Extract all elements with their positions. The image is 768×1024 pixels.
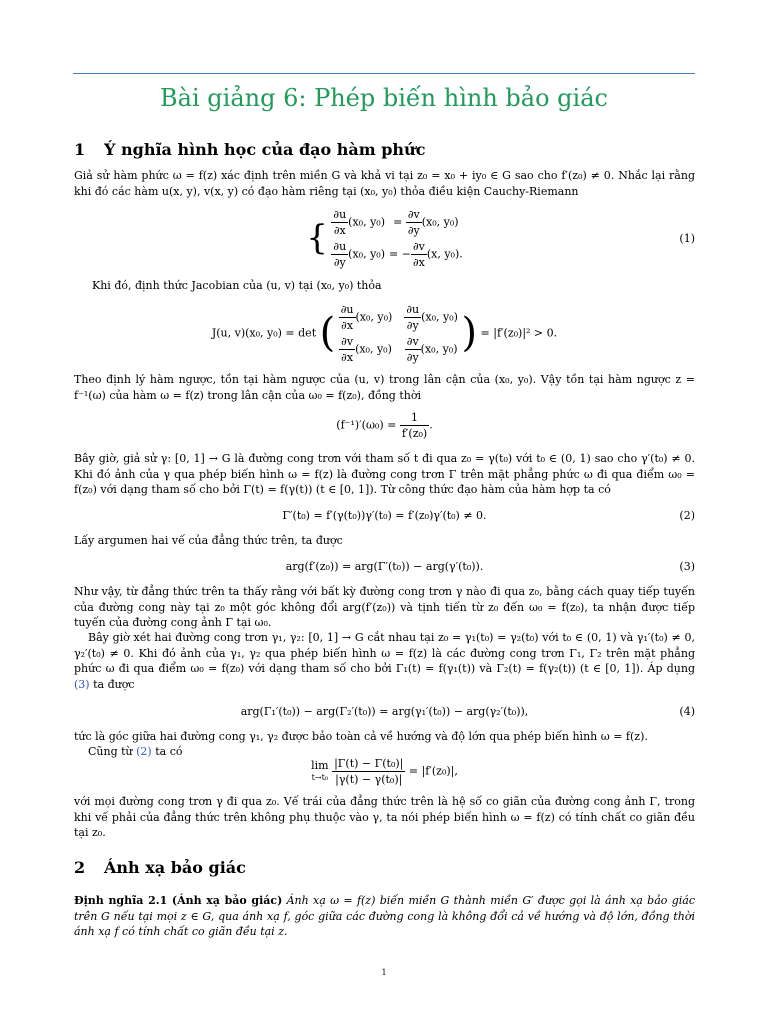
paragraph-two-curves: Bây giờ xét hai đường cong trơn γ₁, γ₂: [0, 1] → G cắt nhau tại z₀ = γ₁(t₀) = γ₂(t₀) với t₀ ∈ (0, 1) và γ₁′(t₀) ≠ 0, γ₂′(t₀) ≠ 0. Khi đó ảnh của γ₁, γ₂ qua phép biến hình ω = f(z) là các đường cong trơn Γ₁, Γ₂ trên mặt phẳng phức ω đi qua điểm ω₀ = f(z₀) với dạng tham số cho bởi Γ₁(t) = f(γ₁(t)) và Γ₂(t) = f(γ₂(t)) (t ∈ [0, 1]). Áp dụng (3) ta được [74,631,695,691]
section-heading-1 [74,140,425,159]
equation-number: (1) [679,232,695,245]
section-title: Ý nghĩa hình học của đạo hàm phức [104,140,426,159]
equation-jacobian: J(u, v)(x₀, y₀) = det ( $\frac{\partial u}{\partial x}$ (x₀, y₀) $\frac{\partial u}{\partial y}$ (x₀, y₀) $\frac{\partial v}{\partial x}$ (x₀, y₀) $\frac{\partial v}{\partial y}$ (x₀, y₀) ) = |f′(z₀)|² > 0. [211,303,558,364]
section-number: 2 [74,858,86,877]
definition-heading: Định nghĩa 2.1 (Ánh xạ bảo giác) [74,894,283,907]
equation-number: (3) [679,560,695,573]
definition-2-1 [74,893,695,940]
section-title: Ánh xạ bảo giác [104,858,246,877]
paragraph-stretch: với mọi đường cong trơn γ đi qua z₀. Vế trái của đẳng thức trên là hệ số co giãn của đường cong ảnh Γ, trong khi vế phải của đẳng thức trên không phụ thuộc vào γ, ta nói phép biến hình ω = f(z) có tính chất co giãn đều tại z₀. [74,795,695,839]
equation-1 [74,207,695,269]
section-number: 1 [74,140,86,159]
left-brace: { [306,218,328,258]
equation-limit: lim t→t₀ $\frac{\text{|Γ(t) − Γ(t₀)|}}{\text{|γ(t) − γ(t₀)|}}$ = |f′(z₀)|, [311,757,458,786]
paragraph-curve: Bây giờ, giả sử γ: [0, 1] → G là đường cong trơn với tham số t đi qua z₀ = γ(t₀) với t₀ ∈ (0, 1) sao cho γ′(t₀) ≠ 0. Khi đó ảnh của γ qua phép biến hình ω = f(z) là đường cong trơn Γ trên mặt phẳng phức ω đi qua điểm ω₀ = f(z₀) với dạng tham số cho bởi Γ(t) = f(γ(t)) (t ∈ [0, 1]). Từ công thức đạo hàm của hàm hợp ta có [74,452,695,496]
paragraph-angle-preserved: tức là góc giữa hai đường cong γ₁, γ₂ được bảo toàn cả về hướng và độ lớn qua phép biến hình ω = f(z). [74,730,648,743]
limit-operator: lim t→t₀ [311,758,329,782]
page-number: 1 [381,968,387,977]
equation-number: (2) [679,509,695,522]
equation-number: (4) [679,705,695,718]
jacobian-rhs: = |f′(z₀)|² > 0. [480,326,558,340]
jacobian-matrix: $\frac{\partial u}{\partial x}$ (x₀, y₀) $\frac{\partial u}{\partial y}$ (x₀, y₀) $\frac{\partial v}{\partial x}$ (x₀, y₀) $\frac{\partial v}{\partial y}$ (x₀, y₀) [340,303,458,364]
header-rule [73,73,695,74]
equation-inverse-derivative: (f⁻¹)′(ω₀) = $\frac{1}{\text{f′(z₀)}}$ . [336,411,433,440]
paragraph-intro: Giả sử hàm phức ω = f(z) xác định trên miền G và khả vi tại z₀ = x₀ + iy₀ ∈ G sao cho f′(z₀) ≠ 0. Nhắc lại rằng khi đó các hàm u(x, y), v(x, y) có đạo hàm riêng tại (x₀, y₀) thỏa điều kiện Cauchy-Riemann [74,169,695,198]
definition-text: Ánh xạ ω = f(z) biến miền G thành miền G′ được gọi là ánh xạ bảo giác trên G nếu tại mọi z ∈ G, qua ánh xạ f, góc giữa các đường cong là không đổi cả về hướng và độ lớn, đồng thời ánh xạ f có tính chất co giãn đều tại z. [74,894,695,938]
paragraph-also: Cũng từ (2) ta có [88,745,183,758]
paragraph-jacobian: Khi đó, định thức Jacobian của (u, v) tại (x₀, y₀) thỏa [92,279,382,292]
paragraph-inverse: Theo định lý hàm ngược, tồn tại hàm ngược của (u, v) trong lân cận của (x₀, y₀). Vậy tồn tại hàm ngược z = f⁻¹(ω) của hàm ω = f(z) trong lân cận của ω₀ = f(z₀), đồng thời [74,373,695,402]
paragraph-tangent: Như vậy, từ đẳng thức trên ta thấy rằng với bất kỳ đường cong trơn γ nào đi qua z₀, bằng cách quay tiếp tuyến của đường cong này tại z₀ một góc không đổi arg(f′(z₀)) và tịnh tiến từ z₀ đến ω₀ = f(z₀), ta nhận được tiếp tuyến của đường cong ảnh Γ tại ω₀. [74,585,695,629]
page-title: Bài giảng 6: Phép biến hình bảo giác [160,84,608,112]
cauchy-riemann-system: $\frac{\partial u}{\partial x}$ (x₀, y₀) = $\frac{\partial v}{\partial y}$ (x₀, y₀) $\frac{\partial u}{\partial y}$ (x₀, y₀) = − $\frac{\partial v}{\partial x}$ (x, y₀). [333,208,463,269]
jacobian-lhs: J(u, v)(x₀, y₀) = det [211,326,317,340]
paragraph-argument: Lấy argumen hai vế của đẳng thức trên, ta được [74,534,343,547]
section-heading-2 [74,858,246,877]
document-page: Bài giảng 6: Phép biến hình bảo giác 1 Ý nghĩa hình học của đạo hàm phức Giả sử hàm phức ω = f(z) xác định trên miền G và khả vi tại z₀ = x₀ + iy₀ ∈ G sao cho f′(z₀) ≠ 0. Nhắc lại rằng khi đó các hàm u(x, y), v(x, y) có đạo hàm riêng tại (x₀, y₀) thỏa điều kiện Cauchy-Riemann { $\frac{\partial u}{\partial x}$ (x₀, y₀) = $\frac{\partial v}{\partial y}$ (x₀, y₀) $\frac{\partial u}{\partial y}$ (x₀, y₀) = − $\frac{\partial v}{\partial x}$ (x, y₀). (1) Khi đó, định thức Jacobian của (u, v) tại (x₀, y₀) thỏa J(u, v)(x₀, y₀) = det ( $\frac{\partial u}{\partial x}$ (x₀, y₀) $\frac{\partial u}{\partial y}$ (x₀, y₀) $\frac{\partial v}{\partial x}$ (x₀, y₀) $\frac{\partial v}{\partial y}$ (x₀, y₀) ) = |f′(z₀)|² > 0. Theo định lý hàm ngược, tồn tại hàm ngược của (u, v) trong lân cận của (x₀, y₀). Vậy tồn tại hàm ngược z = f⁻¹(ω) của hàm ω = f(z) trong lân cận của ω₀ = f(z₀), đồng thời (f⁻¹)′(ω₀) = $\frac{1}{\text{f′(z₀)}}$ . Bây giờ, giả sử γ: [0, 1] → G là đường cong trơn với tham số t đi qua z₀ = γ(t₀) với t₀ ∈ (0, 1) sao cho γ′(t₀) ≠ 0. Khi đó ảnh của γ qua phép biến hình ω = f(z) là đường cong trơn Γ trên mặt phẳng phức ω đi qua điểm ω₀ = f(z₀) với dạng tham số cho bởi Γ(t) = f(γ(t)) (t ∈ [0, 1]). Từ công thức đạo hàm của hàm hợp ta có Γ′(t₀) = f′(γ(t₀))γ′(t₀) = f′(z₀)γ′(t₀) ≠ 0. (2) Lấy argumen hai vế của đẳng thức trên, ta được arg(f′(z₀)) = arg(Γ′(t₀)) − arg(γ′(t₀)). (3) Như vậy, từ đẳng thức trên ta thấy rằng với bất kỳ đường cong trơn γ nào đi qua z₀, bằng cách quay tiếp tuyến của đường cong này tại z₀ một góc không đổi arg(f′(z₀)) và tịnh tiến từ z₀ đến ω₀ = f(z₀), ta nhận được tiếp tuyến của đường cong ảnh Γ tại ω₀. Bây giờ xét hai đường cong trơn γ₁, γ₂: [0, 1] → G cắt nhau tại z₀ = γ₁(t₀) = γ₂(t₀) với t₀ ∈ (0, 1) và γ₁′(t₀) ≠ 0, γ₂′(t₀) ≠ 0. Khi đó ảnh của γ₁, γ₂ qua phép biến hình ω = f(z) là các đường cong trơn Γ₁, Γ₂ trên mặt phẳng phức ω đi qua điểm ω₀ = f(z₀) với dạng tham số cho bởi Γ₁(t) = f(γ₁(t)) và Γ₂(t) = f(γ₂(t)) (t ∈ [0, 1]). Áp dụng (3) ta được arg(Γ₁′(t₀)) − arg(Γ₂′(t₀)) = arg(γ₁′(t₀)) − arg(γ₂′(t₀)), (4) tức là góc giữa hai đường cong γ₁, γ₂ được bảo toàn cả về hướng và độ lớn qua phép biến hình ω = f(z). Cũng từ (2) ta có lim t→t₀ $\frac{\text{|Γ(t) − Γ(t₀)|}}{\text{|γ(t) − γ(t₀)|}}$ = |f′(z₀)|, với mọi đường cong trơn γ đi qua z₀. Vế trái của đẳng thức trên là hệ số co giãn của đường cong ảnh Γ, trong khi vế phải của đẳng thức trên không phụ thuộc vào γ, ta nói phép biến hình ω = f(z) có tính chất co giãn đều tại z₀. 2 Ánh xạ bảo giác Định nghĩa 2.1 (Ánh xạ bảo giác) Ánh xạ ω = f(z) biến miền G thành miền G′ được gọi là ánh xạ bảo giác trên G nếu tại mọi z ∈ G, qua ánh xạ f, góc giữa các đường cong là không đổi cả về hướng và độ lớn, đồng thời ánh xạ f có tính chất co giãn đều tại z. 1 [0,0,768,1024]
equation-ref-2[interactable]: (2) [136,745,152,758]
equation-ref-3[interactable]: (3) [74,677,90,691]
